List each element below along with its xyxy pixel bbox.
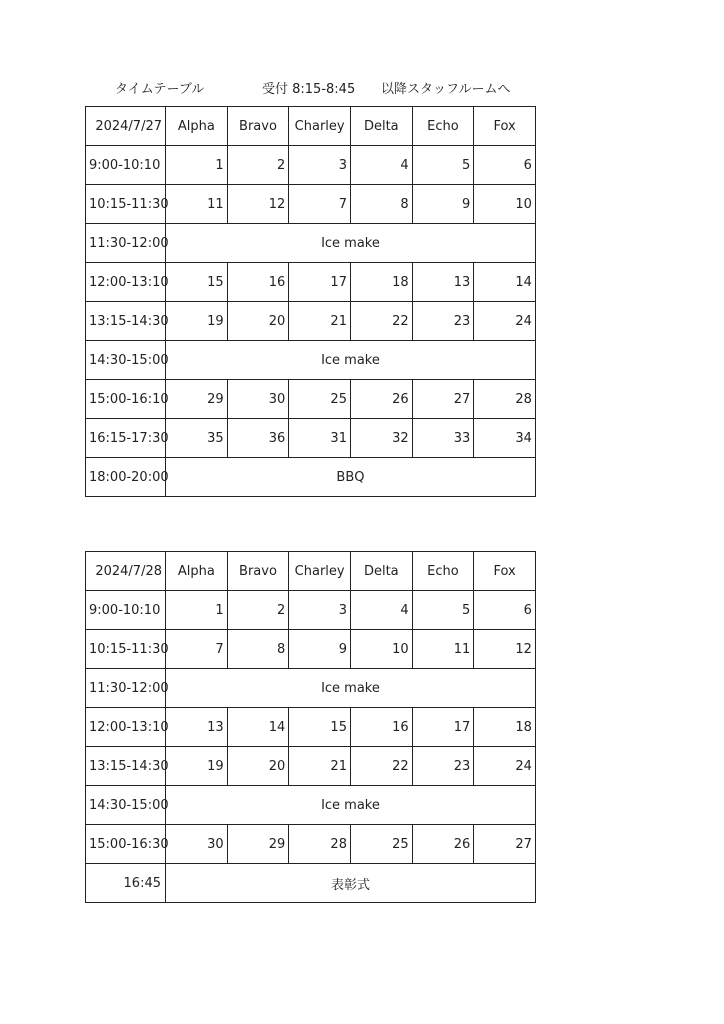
table-row: [86, 419, 536, 458]
match-number-cell: 19: [166, 302, 228, 341]
match-number-cell: 30: [166, 825, 228, 864]
header-row: [86, 552, 536, 591]
team-header-alpha: Alpha: [166, 107, 228, 146]
match-number-cell: 17: [289, 263, 351, 302]
match-number-cell: 17: [412, 708, 474, 747]
time-slot: 12:00-13:10: [86, 263, 166, 302]
match-number-cell: 30: [227, 380, 289, 419]
match-number-cell: 25: [289, 380, 351, 419]
time-slot: 14:30-15:00: [86, 786, 166, 825]
match-number-cell: 7: [166, 630, 228, 669]
match-number-cell: 11: [412, 630, 474, 669]
match-number-cell: 8: [350, 185, 412, 224]
match-number-cell: 1: [166, 591, 228, 630]
match-number-cell: 4: [350, 591, 412, 630]
timetable-title: タイムテーブル: [115, 82, 205, 97]
match-number-cell: 15: [166, 263, 228, 302]
match-number-cell: 31: [289, 419, 351, 458]
match-number-cell: 20: [227, 747, 289, 786]
match-number-cell: 25: [350, 825, 412, 864]
match-number-cell: 29: [227, 825, 289, 864]
header-row: [86, 107, 536, 146]
match-number-cell: 12: [227, 185, 289, 224]
event-cell: BBQ: [166, 458, 536, 497]
table-row: [86, 263, 536, 302]
match-number-cell: 5: [412, 591, 474, 630]
team-header-echo: Echo: [412, 107, 474, 146]
date-header: 2024/7/28: [86, 552, 166, 591]
match-number-cell: 9: [412, 185, 474, 224]
time-slot: 15:00-16:30: [86, 825, 166, 864]
staffroom-note: 以降スタッフルームへ: [381, 82, 511, 97]
event-cell: Ice make: [166, 341, 536, 380]
match-number-cell: 12: [474, 630, 536, 669]
schedule-table-day1: [85, 106, 536, 497]
time-slot: 12:00-13:10: [86, 708, 166, 747]
time-slot: 10:15-11:30: [86, 185, 166, 224]
match-number-cell: 27: [474, 825, 536, 864]
team-header-fox: Fox: [474, 552, 536, 591]
match-number-cell: 36: [227, 419, 289, 458]
match-number-cell: 5: [412, 146, 474, 185]
team-header-bravo: Bravo: [227, 107, 289, 146]
match-number-cell: 19: [166, 747, 228, 786]
time-slot: 13:15-14:30: [86, 302, 166, 341]
team-header-fox: Fox: [474, 107, 536, 146]
match-number-cell: 23: [412, 747, 474, 786]
time-slot: 16:45: [86, 864, 166, 903]
team-header-charley: Charley: [289, 107, 351, 146]
table-row: [86, 708, 536, 747]
match-number-cell: 33: [412, 419, 474, 458]
match-number-cell: 4: [350, 146, 412, 185]
table-row: [86, 146, 536, 185]
match-number-cell: 29: [166, 380, 228, 419]
time-slot: 9:00-10:10: [86, 591, 166, 630]
match-number-cell: 24: [474, 747, 536, 786]
match-number-cell: 10: [474, 185, 536, 224]
match-number-cell: 22: [350, 302, 412, 341]
table-row: [86, 825, 536, 864]
team-header-echo: Echo: [412, 552, 474, 591]
time-slot: 11:30-12:00: [86, 224, 166, 263]
match-number-cell: 32: [350, 419, 412, 458]
match-number-cell: 16: [227, 263, 289, 302]
event-cell: Ice make: [166, 224, 536, 263]
match-number-cell: 13: [166, 708, 228, 747]
match-number-cell: 34: [474, 419, 536, 458]
match-number-cell: 15: [289, 708, 351, 747]
match-number-cell: 24: [474, 302, 536, 341]
match-number-cell: 2: [227, 146, 289, 185]
match-number-cell: 20: [227, 302, 289, 341]
event-cell: 表彰式: [166, 864, 536, 903]
match-number-cell: 35: [166, 419, 228, 458]
time-slot: 9:00-10:10: [86, 146, 166, 185]
table-row: [86, 458, 536, 497]
team-header-delta: Delta: [350, 552, 412, 591]
match-number-cell: 14: [227, 708, 289, 747]
match-number-cell: 28: [474, 380, 536, 419]
match-number-cell: 11: [166, 185, 228, 224]
time-slot: 16:15-17:30: [86, 419, 166, 458]
time-slot: 18:00-20:00: [86, 458, 166, 497]
match-number-cell: 1: [166, 146, 228, 185]
match-number-cell: 22: [350, 747, 412, 786]
table-row: [86, 302, 536, 341]
match-number-cell: 6: [474, 146, 536, 185]
match-number-cell: 26: [412, 825, 474, 864]
schedule-table-day2: [85, 551, 536, 903]
table-row: [86, 669, 536, 708]
event-cell: Ice make: [166, 786, 536, 825]
team-header-bravo: Bravo: [227, 552, 289, 591]
team-header-delta: Delta: [350, 107, 412, 146]
reception-time: 受付 8:15-8:45: [262, 82, 356, 97]
match-number-cell: 26: [350, 380, 412, 419]
match-number-cell: 21: [289, 302, 351, 341]
match-number-cell: 10: [350, 630, 412, 669]
match-number-cell: 3: [289, 591, 351, 630]
match-number-cell: 13: [412, 263, 474, 302]
event-cell: Ice make: [166, 669, 536, 708]
table-row: [86, 341, 536, 380]
team-header-alpha: Alpha: [166, 552, 228, 591]
time-slot: 11:30-12:00: [86, 669, 166, 708]
table-row: [86, 786, 536, 825]
table-row: [86, 591, 536, 630]
match-number-cell: 6: [474, 591, 536, 630]
time-slot: 13:15-14:30: [86, 747, 166, 786]
table-row: [86, 864, 536, 903]
match-number-cell: 16: [350, 708, 412, 747]
match-number-cell: 9: [289, 630, 351, 669]
time-slot: 10:15-11:30: [86, 630, 166, 669]
match-number-cell: 18: [474, 708, 536, 747]
time-slot: 14:30-15:00: [86, 341, 166, 380]
match-number-cell: 8: [227, 630, 289, 669]
match-number-cell: 23: [412, 302, 474, 341]
match-number-cell: 18: [350, 263, 412, 302]
table-row: [86, 380, 536, 419]
match-number-cell: 7: [289, 185, 351, 224]
date-header: 2024/7/27: [86, 107, 166, 146]
team-header-charley: Charley: [289, 552, 351, 591]
match-number-cell: 27: [412, 380, 474, 419]
table-row: [86, 630, 536, 669]
match-number-cell: 2: [227, 591, 289, 630]
match-number-cell: 3: [289, 146, 351, 185]
match-number-cell: 14: [474, 263, 536, 302]
table-row: [86, 185, 536, 224]
time-slot: 15:00-16:10: [86, 380, 166, 419]
match-number-cell: 28: [289, 825, 351, 864]
match-number-cell: 21: [289, 747, 351, 786]
table-row: [86, 224, 536, 263]
table-row: [86, 747, 536, 786]
